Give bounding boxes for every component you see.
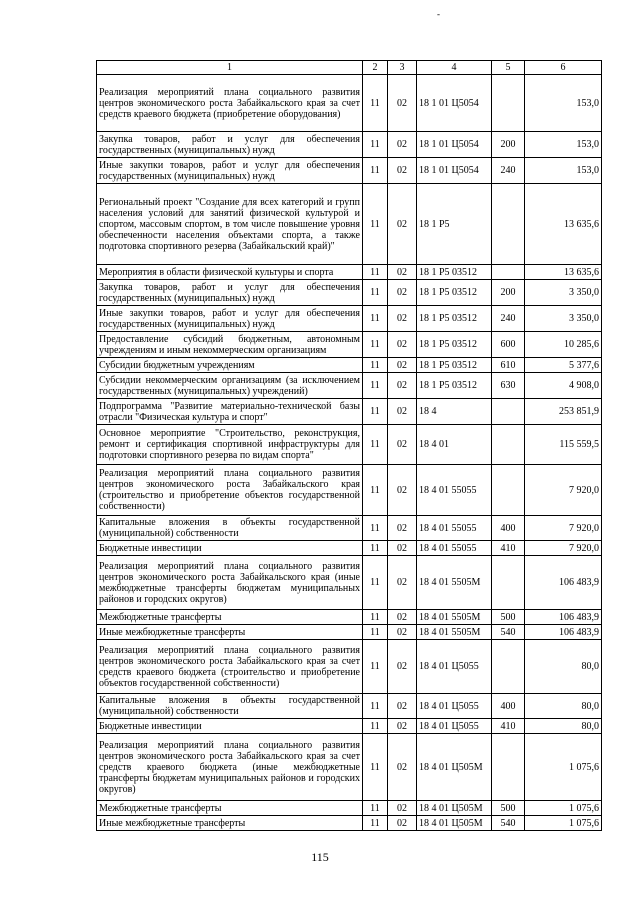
row-amount-cell: 10 285,6 — [525, 332, 602, 358]
row-expense-type-cell: 500 — [492, 610, 525, 625]
row-amount-cell: 153,0 — [525, 75, 602, 132]
row-subsection-cell: 02 — [388, 280, 417, 306]
row-subsection-cell: 02 — [388, 816, 417, 831]
row-target-article-cell: 18 4 01 5505М — [417, 625, 492, 640]
row-name-cell: Реализация мероприятий плана социального развития центров экономического роста Забайкальского края за счет средств краевого бюджета (строительство и приобретение объектов государственной собственности) — [97, 640, 363, 694]
corner-mark: - — [437, 9, 440, 19]
row-amount-cell: 1 075,6 — [525, 734, 602, 801]
row-amount-cell: 106 483,9 — [525, 625, 602, 640]
row-expense-type-cell: 540 — [492, 816, 525, 831]
row-expense-type-cell: 610 — [492, 358, 525, 373]
row-subsection-cell: 02 — [388, 158, 417, 184]
row-subsection-cell: 02 — [388, 556, 417, 610]
row-section-cell: 11 — [363, 610, 388, 625]
row-target-article-cell: 18 1 01 Ц5054 — [417, 158, 492, 184]
row-name-cell: Иные межбюджетные трансферты — [97, 625, 363, 640]
row-target-article-cell: 18 1 P5 03512 — [417, 306, 492, 332]
header-col-2: 2 — [363, 61, 388, 75]
row-expense-type-cell: 200 — [492, 280, 525, 306]
table-row — [97, 541, 602, 556]
row-section-cell: 11 — [363, 625, 388, 640]
row-subsection-cell: 02 — [388, 801, 417, 816]
row-target-article-cell: 18 1 P5 03512 — [417, 265, 492, 280]
table-row — [97, 358, 602, 373]
row-target-article-cell: 18 1 01 Ц5054 — [417, 132, 492, 158]
row-target-article-cell: 18 1 P5 03512 — [417, 358, 492, 373]
row-expense-type-cell: 240 — [492, 158, 525, 184]
row-subsection-cell: 02 — [388, 75, 417, 132]
row-name-cell: Субсидии бюджетным учреждениям — [97, 358, 363, 373]
row-section-cell: 11 — [363, 132, 388, 158]
row-expense-type-cell — [492, 184, 525, 265]
table-row — [97, 734, 602, 801]
row-section-cell: 11 — [363, 541, 388, 556]
row-expense-type-cell: 600 — [492, 332, 525, 358]
row-target-article-cell: 18 4 01 Ц5055 — [417, 694, 492, 719]
table-row — [97, 610, 602, 625]
table-row — [97, 332, 602, 358]
row-expense-type-cell: 630 — [492, 373, 525, 399]
table-row — [97, 399, 602, 425]
row-expense-type-cell: 240 — [492, 306, 525, 332]
table-row — [97, 158, 602, 184]
row-subsection-cell: 02 — [388, 306, 417, 332]
table-row — [97, 184, 602, 265]
row-section-cell: 11 — [363, 280, 388, 306]
row-amount-cell: 13 635,6 — [525, 265, 602, 280]
page-number: 115 — [311, 850, 329, 864]
row-section-cell: 11 — [363, 332, 388, 358]
row-section-cell: 11 — [363, 265, 388, 280]
row-subsection-cell: 02 — [388, 719, 417, 734]
header-col-4: 4 — [417, 61, 492, 75]
row-section-cell: 11 — [363, 373, 388, 399]
row-section-cell: 11 — [363, 516, 388, 541]
table-row — [97, 516, 602, 541]
row-target-article-cell: 18 1 P5 03512 — [417, 373, 492, 399]
row-name-cell: Субсидии некоммерческим организациям (за исключением государственных (муниципальных) учреждений) — [97, 373, 363, 399]
row-subsection-cell: 02 — [388, 358, 417, 373]
table-row — [97, 132, 602, 158]
row-subsection-cell: 02 — [388, 132, 417, 158]
row-expense-type-cell: 540 — [492, 625, 525, 640]
row-subsection-cell: 02 — [388, 465, 417, 516]
table-row — [97, 465, 602, 516]
table-row — [97, 373, 602, 399]
row-target-article-cell: 18 4 01 Ц505М — [417, 801, 492, 816]
header-col-1: 1 — [97, 61, 363, 75]
row-target-article-cell: 18 1 P5 03512 — [417, 280, 492, 306]
row-amount-cell: 1 075,6 — [525, 801, 602, 816]
table-row — [97, 265, 602, 280]
row-target-article-cell: 18 4 01 55055 — [417, 465, 492, 516]
table-row — [97, 625, 602, 640]
row-name-cell: Иные межбюджетные трансферты — [97, 816, 363, 831]
row-target-article-cell: 18 4 01 5505М — [417, 610, 492, 625]
row-name-cell: Иные закупки товаров, работ и услуг для обеспечения государственных (муниципальных) нужд — [97, 158, 363, 184]
row-expense-type-cell — [492, 399, 525, 425]
row-amount-cell: 153,0 — [525, 132, 602, 158]
row-target-article-cell: 18 4 01 Ц505М — [417, 734, 492, 801]
row-amount-cell: 7 920,0 — [525, 541, 602, 556]
row-target-article-cell: 18 4 01 Ц5055 — [417, 640, 492, 694]
header-col-6: 6 — [525, 61, 602, 75]
row-name-cell: Реализация мероприятий плана социального развития центров экономического роста Забайкальского края за счет средств краевого бюджета (иные межбюджетные трансферты бюджетам муниципальных районов и городских округов) — [97, 734, 363, 801]
row-amount-cell: 3 350,0 — [525, 280, 602, 306]
table-row — [97, 719, 602, 734]
row-amount-cell: 153,0 — [525, 158, 602, 184]
row-subsection-cell: 02 — [388, 640, 417, 694]
row-section-cell: 11 — [363, 640, 388, 694]
row-amount-cell: 5 377,6 — [525, 358, 602, 373]
table-row — [97, 816, 602, 831]
row-name-cell: Бюджетные инвестиции — [97, 541, 363, 556]
row-subsection-cell: 02 — [388, 625, 417, 640]
row-name-cell: Реализация мероприятий плана социального развития центров экономического роста Забайкальского края за счет средств краевого бюджета (приобретение оборудования) — [97, 75, 363, 132]
row-section-cell: 11 — [363, 556, 388, 610]
row-section-cell: 11 — [363, 816, 388, 831]
row-target-article-cell: 18 1 P5 — [417, 184, 492, 265]
row-name-cell: Реализация мероприятий плана социального развития центров экономического роста Забайкальского края (иные межбюджетные трансферты бюджетам муниципальных районов и городских округов) — [97, 556, 363, 610]
table-body — [97, 75, 602, 831]
row-section-cell: 11 — [363, 734, 388, 801]
table-row — [97, 694, 602, 719]
row-target-article-cell: 18 4 01 55055 — [417, 516, 492, 541]
row-amount-cell: 253 851,9 — [525, 399, 602, 425]
row-section-cell: 11 — [363, 184, 388, 265]
row-expense-type-cell: 400 — [492, 694, 525, 719]
row-amount-cell: 80,0 — [525, 694, 602, 719]
row-section-cell: 11 — [363, 801, 388, 816]
row-amount-cell: 4 908,0 — [525, 373, 602, 399]
row-subsection-cell: 02 — [388, 265, 417, 280]
row-section-cell: 11 — [363, 75, 388, 132]
row-amount-cell: 1 075,6 — [525, 816, 602, 831]
row-expense-type-cell — [492, 265, 525, 280]
row-target-article-cell: 18 4 01 5505М — [417, 556, 492, 610]
row-expense-type-cell — [492, 640, 525, 694]
row-expense-type-cell: 400 — [492, 516, 525, 541]
row-amount-cell: 80,0 — [525, 719, 602, 734]
row-expense-type-cell — [492, 75, 525, 132]
row-amount-cell: 13 635,6 — [525, 184, 602, 265]
row-section-cell: 11 — [363, 694, 388, 719]
row-subsection-cell: 02 — [388, 734, 417, 801]
row-name-cell: Региональный проект "Создание для всех категорий и групп населения условий для занятий физической культурой и спортом, массовым спортом, в том числе повышение уровня обеспеченности населения объектами спорта, а также подготовка спортивного резерва (Забайкальский край)" — [97, 184, 363, 265]
row-amount-cell: 7 920,0 — [525, 516, 602, 541]
row-amount-cell: 106 483,9 — [525, 556, 602, 610]
table-row — [97, 801, 602, 816]
row-subsection-cell: 02 — [388, 610, 417, 625]
row-subsection-cell: 02 — [388, 399, 417, 425]
row-name-cell: Капитальные вложения в объекты государственной (муниципальной) собственности — [97, 516, 363, 541]
row-expense-type-cell — [492, 734, 525, 801]
row-section-cell: 11 — [363, 358, 388, 373]
row-subsection-cell: 02 — [388, 694, 417, 719]
table-row — [97, 306, 602, 332]
header-col-5: 5 — [492, 61, 525, 75]
row-section-cell: 11 — [363, 399, 388, 425]
row-name-cell: Межбюджетные трансферты — [97, 801, 363, 816]
row-subsection-cell: 02 — [388, 425, 417, 465]
row-target-article-cell: 18 4 — [417, 399, 492, 425]
header-col-3: 3 — [388, 61, 417, 75]
table-row — [97, 425, 602, 465]
table-row — [97, 556, 602, 610]
row-subsection-cell: 02 — [388, 373, 417, 399]
row-name-cell: Основное мероприятие "Строительство, реконструкция, ремонт и сертификация спортивной инфраструктуры для подготовки спортивного резерва по видам спорта" — [97, 425, 363, 465]
row-name-cell: Реализация мероприятий плана социального развития центров экономического роста Забайкальского края (строительство и приобретение объектов государственной собственности) — [97, 465, 363, 516]
row-expense-type-cell: 410 — [492, 719, 525, 734]
row-expense-type-cell: 500 — [492, 801, 525, 816]
row-subsection-cell: 02 — [388, 541, 417, 556]
table-row — [97, 280, 602, 306]
row-name-cell: Подпрограмма "Развитие материально-технической базы отрасли "Физическая культура и спорт" — [97, 399, 363, 425]
row-target-article-cell: 18 4 01 — [417, 425, 492, 465]
row-name-cell: Иные закупки товаров, работ и услуг для обеспечения государственных (муниципальных) нужд — [97, 306, 363, 332]
row-name-cell: Предоставление субсидий бюджетным, автономным учреждениям и иным некоммерческим организациям — [97, 332, 363, 358]
row-amount-cell: 106 483,9 — [525, 610, 602, 625]
row-section-cell: 11 — [363, 719, 388, 734]
row-name-cell: Мероприятия в области физической культуры и спорта — [97, 265, 363, 280]
row-target-article-cell: 18 1 P5 03512 — [417, 332, 492, 358]
row-name-cell: Закупка товаров, работ и услуг для обеспечения государственных (муниципальных) нужд — [97, 280, 363, 306]
table-row — [97, 640, 602, 694]
table-header-row — [97, 61, 602, 75]
row-amount-cell: 80,0 — [525, 640, 602, 694]
row-subsection-cell: 02 — [388, 516, 417, 541]
row-expense-type-cell — [492, 556, 525, 610]
row-target-article-cell: 18 4 01 Ц505М — [417, 816, 492, 831]
row-name-cell: Капитальные вложения в объекты государственной (муниципальной) собственности — [97, 694, 363, 719]
row-subsection-cell: 02 — [388, 332, 417, 358]
row-section-cell: 11 — [363, 306, 388, 332]
row-expense-type-cell: 410 — [492, 541, 525, 556]
row-amount-cell: 115 559,5 — [525, 425, 602, 465]
row-name-cell: Закупка товаров, работ и услуг для обеспечения государственных (муниципальных) нужд — [97, 132, 363, 158]
row-name-cell: Межбюджетные трансферты — [97, 610, 363, 625]
row-expense-type-cell — [492, 425, 525, 465]
row-amount-cell: 3 350,0 — [525, 306, 602, 332]
row-amount-cell: 7 920,0 — [525, 465, 602, 516]
table-row — [97, 75, 602, 132]
row-name-cell: Бюджетные инвестиции — [97, 719, 363, 734]
row-target-article-cell: 18 4 01 Ц5055 — [417, 719, 492, 734]
row-subsection-cell: 02 — [388, 184, 417, 265]
row-expense-type-cell: 200 — [492, 132, 525, 158]
budget-table — [96, 60, 602, 831]
row-section-cell: 11 — [363, 425, 388, 465]
row-section-cell: 11 — [363, 465, 388, 516]
row-section-cell: 11 — [363, 158, 388, 184]
row-target-article-cell: 18 1 01 Ц5054 — [417, 75, 492, 132]
row-target-article-cell: 18 4 01 55055 — [417, 541, 492, 556]
row-expense-type-cell — [492, 465, 525, 516]
